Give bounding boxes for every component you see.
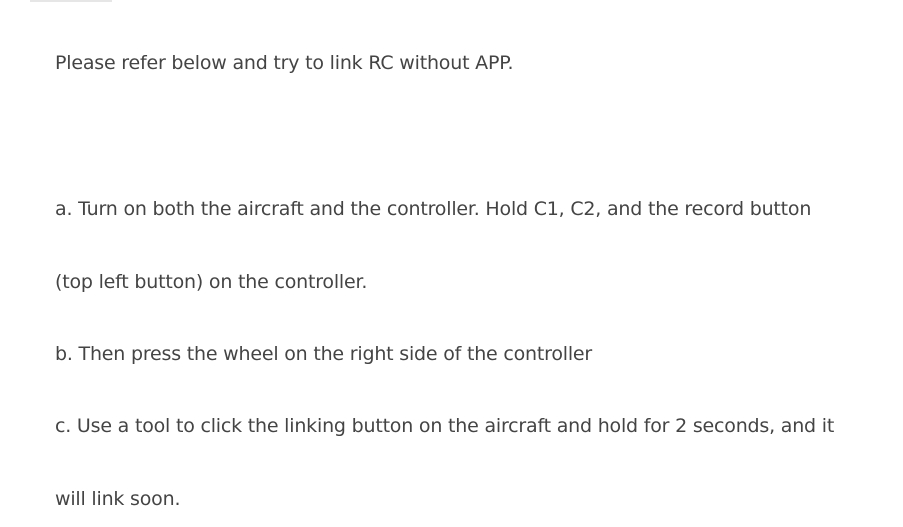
top-divider <box>30 0 112 2</box>
step-b: b. Then press the wheel on the right side of the controller <box>55 343 593 365</box>
step-c-line-2: will link soon. <box>55 488 181 510</box>
step-c-line-1: c. Use a tool to click the linking button on the aircraft and hold for 2 seconds, and it <box>55 415 835 437</box>
intro-text: Please refer below and try to link RC without APP. <box>55 52 514 74</box>
step-a-line-1: a. Turn on both the aircraft and the controller. Hold C1, C2, and the record button <box>55 198 812 220</box>
step-a-line-2: (top left button) on the controller. <box>55 271 368 293</box>
